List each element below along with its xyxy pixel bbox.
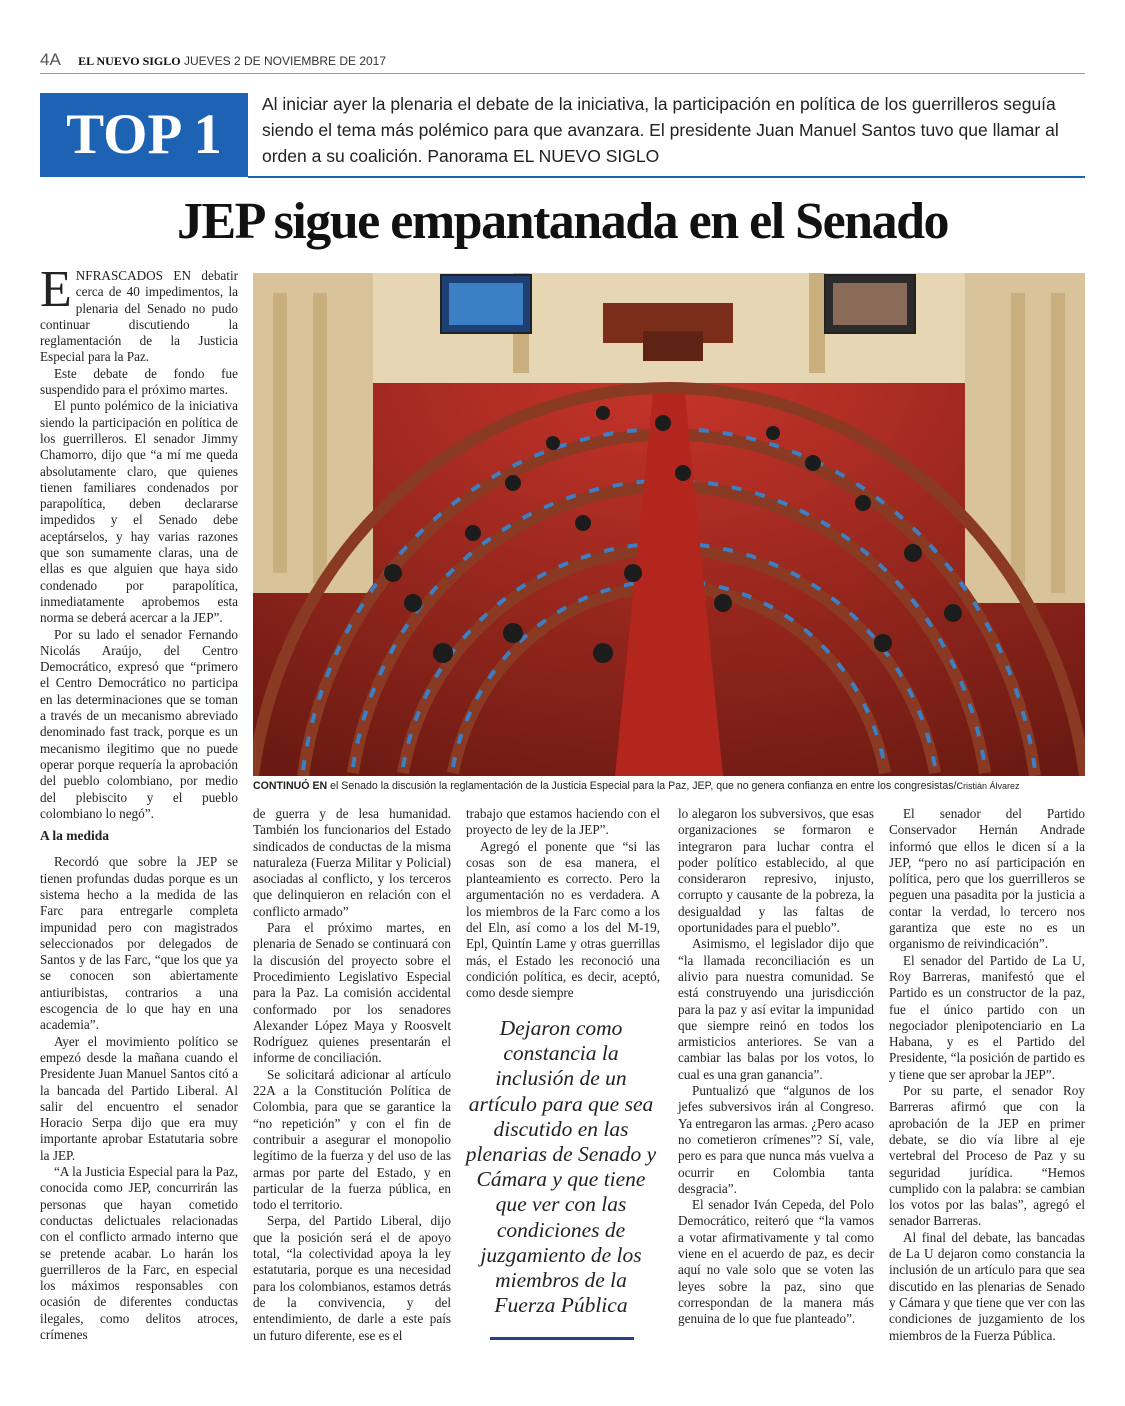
paragraph: Por su parte, el senador Roy Barreras afirmó que con la aprobación de la JEP en primer debate, se dio vía libre al eje vertebral del Proceso de Paz y su seguridad jurídica. “Hemos cumplido con la palabra: se cambian los votos por las balas”, agregó el senador Barreras. bbox=[889, 1083, 1085, 1229]
caption-text: el Senado la discusión la reglamentación de la Justicia Especial para la Paz, JEP, que no genera confianza en entre los congresistas/ bbox=[327, 780, 957, 792]
paragraph: Para el próximo martes, en plenaria de Senado se continuará con la discusión del proyecto sobre el Procedimiento Legislativo Especial para la Paz. La comisión accidental conformado por los senadores Alexander López Maya y Roosvelt Rodríguez quienes presentarán el informe de conciliación. bbox=[253, 920, 451, 1066]
paragraph: El senador del Partido Conservador Hernán Andrade informó que ellos le dicen sí a la JEP, “pero no así participación en política, pero que los guerrilleros se peguen una pasadita por la justicia a contar la verdad, lo tercero nos garantiza que este no es un organismo de reivindicación”. bbox=[889, 806, 1085, 952]
paragraph: Al final del debate, las bancadas de La U dejaron como constancia la inclusión de un artículo para que sea discutido en las plenarias de Senado y Cámara y que tiene que ver con las condiciones de juzgamiento de los miembros de la Fuerza Pública. bbox=[889, 1229, 1085, 1343]
paragraph: El punto polémico de la iniciativa siendo la participación en política de los guerrilleros. El senador Jimmy Chamorro, dijo que “a mí me queda absolutamente claro, que quienes tienen familiares condenados por parapolítica, deben declararse impedidos y el Senado debe aceptárselos, y hay varias razones que son sumamente claras, una de ellas es que alguien que haya sido condenado por parapolítica, inmediatamente aprobemos esta norma se deberá acercar a la JEP”. bbox=[40, 398, 238, 626]
issue-date: JUEVES 2 DE NOVIEMBRE DE 2017 bbox=[183, 54, 387, 68]
paragraph: Este debate de fondo fue suspendido para el próximo martes. bbox=[40, 365, 238, 398]
article-column-5 bbox=[889, 806, 1085, 1344]
article-headline: JEP sigue empantanada en el Senado bbox=[176, 193, 949, 250]
paragraph: Serpa, del Partido Liberal, dijo que la posición será el de apoyo total, “la colectividad apoya la ley estatutaria, porque es una necesidad para los colombianos, estamos detrás de la convivencia, y del entendimiento, de darle a este país un futuro diferente, ese es el bbox=[253, 1213, 451, 1343]
paragraph: de guerra y de lesa humanidad. También los funcionarios del Estado sindicados de conductas de la misma naturaleza (Fuerza Militar y Policial) asociadas al conflicto, y los terceros que delinquieron en relación con el conflicto armado” bbox=[253, 806, 451, 919]
publication-name: EL NUEVO SIGLO bbox=[78, 54, 181, 68]
folio-divider bbox=[40, 73, 1085, 74]
photo-credit: Cristián Álvarez bbox=[956, 781, 1020, 791]
paragraph: Agregó el ponente que “si las cosas son de esa manera, el planteamiento es correcto. Pero la argumentación no es verdadera. A los miembros de la Farc como a los del Eln, así como a los del M-19, Epl, Quintín Lame y otras guerrillas más, el Estado les reconoció una condición política, es decir, aceptó, como desde siempre bbox=[466, 838, 660, 1001]
top-label-box: TOP 1 bbox=[40, 93, 248, 177]
paragraph: Recordó que sobre la JEP se tienen profundas dudas porque es un sistema hecho a la medida de las Farc para entregarle completa impunidad pero con magistrados seleccionados por delegados de Santos y de las Farc, “que los que ya se conocen son abiertamente antiuribistas, contrarios a una escogencia de lo que hay en una academia”. bbox=[40, 854, 238, 1033]
caption-lead: CONTINUÓ EN bbox=[253, 780, 328, 792]
page-number: 4A bbox=[40, 50, 61, 69]
paragraph: trabajo que estamos haciendo con el proyecto de ley de la JEP”. bbox=[466, 806, 660, 838]
article-column-4 bbox=[678, 806, 874, 1328]
subheading: A la medida bbox=[40, 828, 110, 844]
paragraph: Se solicitará adicionar al artículo 22A a la Constitución Política de Colombia, para que se garantice la “no repetición” y con el fin de contribuir a asegurar el monopolio legítimo de la fuerza y del uso de las armas por parte del Estado, y en particular de la fuerza pública, en todo el territorio. bbox=[253, 1066, 451, 1213]
senate-chamber-photo bbox=[253, 273, 1085, 776]
paragraph: Por su lado el senador Fernando Nicolás Araújo, del Centro Democrático, expresó que “primero el Centro Democrático no participa en las determinaciones que se toman a través de un mecanismo abreviado denominado fast track, porque es un mecanismo ilegitimo que no puede operar porque requería la aprobación del pueblo colombiano, por medio del plebiscito y el pueblo colombiano lo negó”. bbox=[40, 626, 238, 821]
banner-divider bbox=[248, 176, 1085, 178]
article-column-1 bbox=[40, 261, 238, 1343]
senate-chamber-illustration bbox=[253, 273, 1085, 776]
drop-cap: E bbox=[40, 261, 72, 318]
banner-summary: Al iniciar ayer la plenaria el debate de la iniciativa, la participación en política de los guerrilleros seguía siendo el tema más polémico para que avanzara. El presidente Juan Manuel Santos tuvo que llamar al orden a su coalición. Panorama EL NUEVO SIGLO bbox=[262, 94, 1059, 166]
paragraph: Asimismo, el legislador dijo que “la llamada reconciliación es un alivio para nuestra comunidad. Se está construyendo una jurisdicción para la paz y así evitar la impunidad que siempre reinó en todos los armisticios anteriores. Se van a cambiar las balas por los votos, lo cual es una gran ganancia”. bbox=[678, 936, 874, 1082]
paragraph: Ayer el movimiento político se empezó desde la mañana cuando el Presidente Juan Manuel Santos citó a la bancada del Partido Liberal. Al salir del encuentro el senador Horacio Serpa dijo que era muy importante aprobar Estatutaria sobre la JEP. bbox=[40, 1033, 238, 1163]
paragraph: “A la Justicia Especial para la Paz, conocida como JEP, concurrirán las personas que hayan cometido conductas delictuales relacionadas con el conflicto armado interno que se pretende acabar. Lo harán los guerrilleros de la Farc, en especial los máximos responsables con ocasión de diferentes conductas ilegales, como delitos atroces, crímenes bbox=[40, 1164, 238, 1342]
lead-paragraph: ENFRASCADOS EN debatir cerca de 40 impedimentos, la plenaria del Senado no pudo continuar discutiendo la reglamentación de la Justicia Especial para la Paz. bbox=[40, 261, 238, 365]
paragraph: lo alegaron los subversivos, que esas organizaciones se formaron e integraron para luchar contra el poder político establecido, al que consideraron represivo, injusto, corrupto y causante de la pobreza, la desigualdad y las faltas de oportunidades para el pueblo”. bbox=[678, 806, 874, 936]
pull-quote-rule bbox=[490, 1337, 634, 1340]
article-column-3 bbox=[466, 806, 660, 1002]
paragraph: El senador Iván Cepeda, del Polo Democrático, reiteró que “la vamos a votar afirmativamente y tal como viene en el acuerdo de paz, es decir aquí no vale solo que se voten las leyes sobre la paz, sino que correspondan de la manera más genuina de lo que fue planteado”. bbox=[678, 1197, 874, 1327]
paragraph: Puntualizó que “algunos de los jefes subversivos irán al Congreso. Ya entregaron las armas. ¿Pero acaso no cometieron crímenes”? Sí, vale, pero es para que nunca más vuelva a ocurrir en Colombia tanta desgracia”. bbox=[678, 1083, 874, 1196]
photo-caption bbox=[253, 780, 1085, 792]
article-column-2 bbox=[253, 806, 451, 1344]
page-folio bbox=[40, 50, 1085, 72]
paragraph: El senador del Partido de La U, Roy Barreras, manifestó que el Partido es un constructor de la paz, fue el único partido con un negociador plenipotenciario en La Habana, y es el Partido del Presidente, “la posición de partido es y tiene que ser aprobar la JEP”. bbox=[889, 952, 1085, 1082]
pull-quote: Dejaron como constancia la inclusión de un artículo para que sea discutido en las plenarias de Senado y Cámara y que tiene que ver con las condiciones de juzgamiento de los miembros de la Fuerza Pública bbox=[465, 1016, 657, 1318]
